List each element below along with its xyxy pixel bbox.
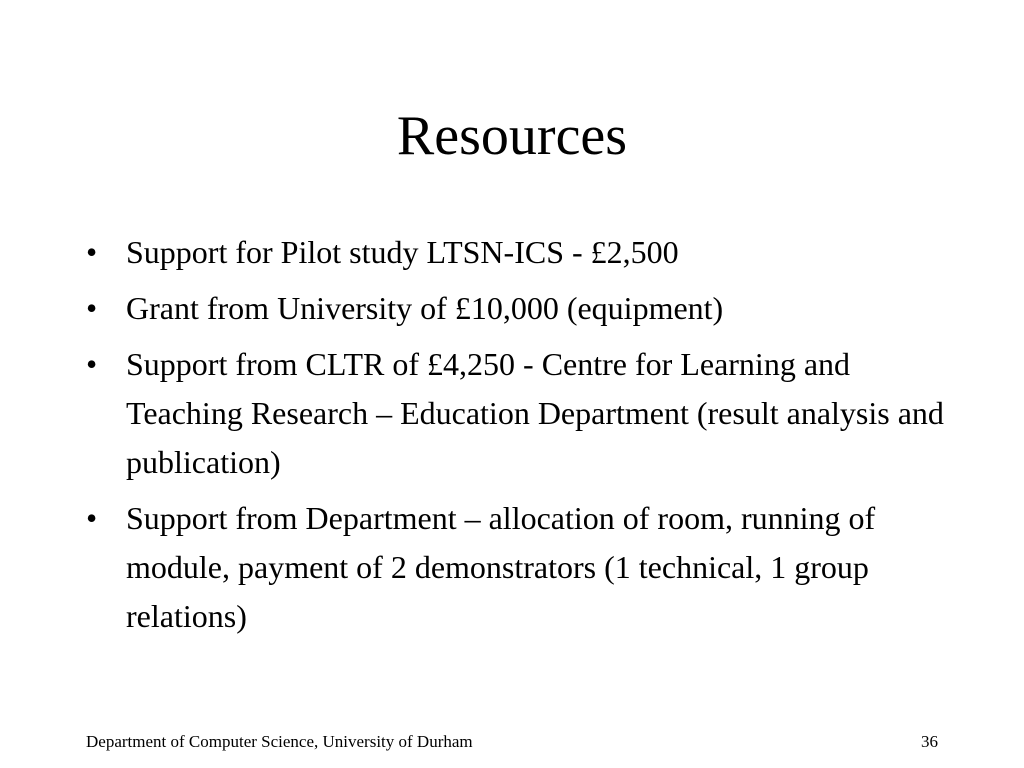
slide-title: Resources xyxy=(396,105,628,167)
bullet-dot-icon: • xyxy=(86,346,98,382)
bullet-item xyxy=(86,340,946,487)
bullet-text: Support from CLTR of £4,250 - Centre for Learning and Teaching Research – Education Department (result analysis and publication) xyxy=(126,346,944,480)
bullet-text: Grant from University of £10,000 (equipment) xyxy=(126,290,724,326)
bullet-text: Support from Department – allocation of room, running of module, payment of 2 demonstrators (1 technical, 1 group relations) xyxy=(126,500,876,634)
footer-department: Department of Computer Science, University of Durham xyxy=(86,732,473,751)
footer-page-number: 36 xyxy=(921,732,938,751)
bullet-list xyxy=(86,228,946,648)
bullet-item xyxy=(86,284,946,333)
bullet-item xyxy=(86,494,946,641)
bullet-dot-icon: • xyxy=(86,290,98,326)
bullet-text: Support for Pilot study LTSN-ICS - £2,500 xyxy=(126,234,679,270)
bullet-item xyxy=(86,228,946,277)
bullet-dot-icon: • xyxy=(86,500,98,536)
bullet-dot-icon: • xyxy=(86,234,98,270)
